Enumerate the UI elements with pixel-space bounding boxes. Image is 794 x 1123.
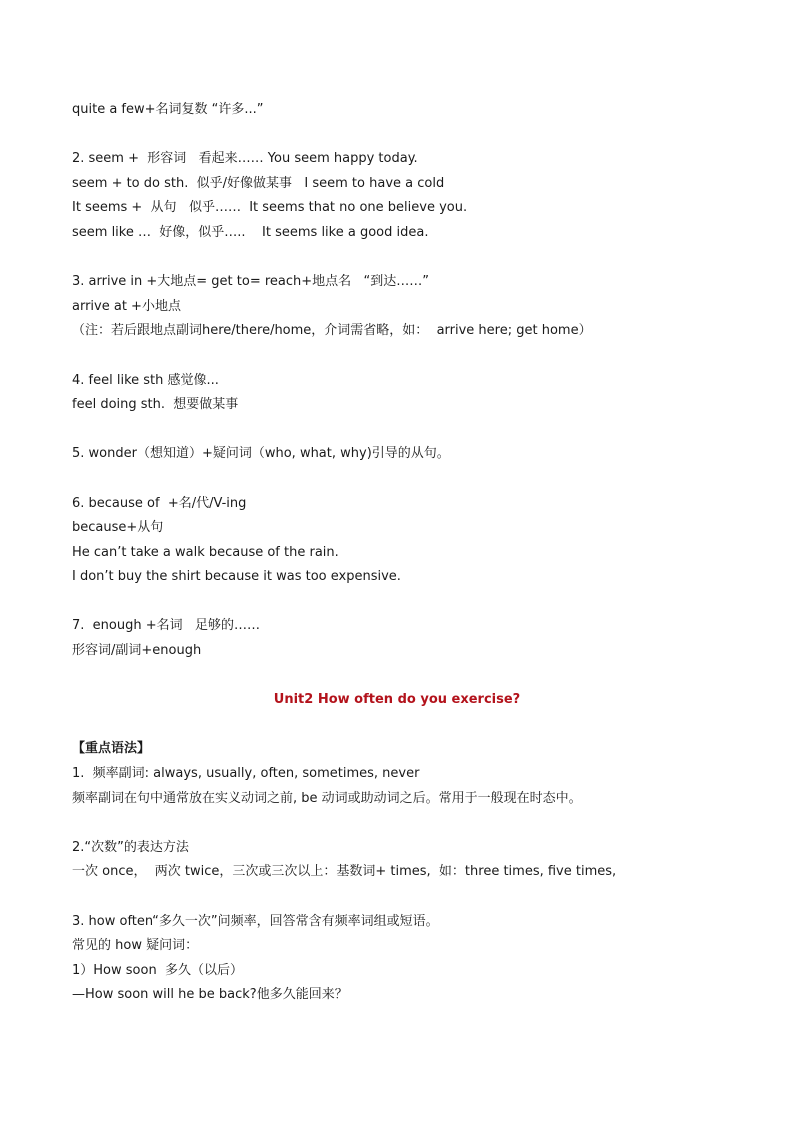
blank-line bbox=[72, 664, 732, 689]
blank-line bbox=[72, 123, 732, 148]
unit-title: Unit2 How often do you exercise? bbox=[273, 692, 521, 708]
blank-line bbox=[72, 246, 732, 271]
text-line: 7. enough +名词 足够的…… bbox=[72, 618, 261, 634]
document-body bbox=[72, 98, 732, 1008]
text-line: 4. feel like sth 感觉像... bbox=[72, 372, 219, 388]
text-line: feel doing sth. 想要做某事 bbox=[72, 397, 239, 413]
blank-line bbox=[72, 344, 732, 369]
blank-line bbox=[72, 418, 732, 443]
text-line: quite a few+名词复数 “许多...” bbox=[72, 102, 264, 117]
text-line: 3. arrive in +大地点= get to= reach+地点名 “到达……” bbox=[72, 274, 430, 290]
text-line: 1）How soon 多久（以后） bbox=[72, 962, 243, 978]
text-line: 3. how often“多久一次”问频率，回答常含有频率词组或短语。 bbox=[72, 913, 439, 929]
text-line: —How soon will he be back?他多久能回来？ bbox=[72, 987, 348, 1003]
text-line: 形容词/副词+enough bbox=[72, 643, 202, 659]
blank-line bbox=[72, 811, 732, 836]
text-line: 频率副词在句中通常放在实义动词之前, be 动词或助动词之后。常用于一般现在时态中。 bbox=[72, 790, 582, 806]
text-line: 5. wonder（想知道）+疑问词（who, what, why)引导的从句。 bbox=[72, 446, 450, 462]
text-line: 2.“次数”的表达方法 bbox=[72, 839, 189, 855]
text-line: seem + to do sth. 似乎/好像做某事 I seem to have a cold bbox=[72, 175, 445, 191]
blank-line bbox=[72, 590, 732, 615]
text-line: 一次 once， 两次 twice，三次或三次以上：基数词+ times, 如：three times, five times, bbox=[72, 864, 617, 880]
blank-line bbox=[72, 467, 732, 492]
text-line: 常见的 how 疑问词： bbox=[72, 938, 199, 954]
text-line: seem like … 好像，似乎….. It seems like a good idea. bbox=[72, 224, 429, 240]
text-line: （注：若后跟地点副词here/there/home，介词需省略，如： arrive here; get home） bbox=[72, 323, 592, 339]
text-line: It seems + 从句 似乎…… It seems that no one believe you. bbox=[72, 200, 468, 216]
section-heading: 【重点语法】 bbox=[72, 741, 151, 757]
text-line: because+从句 bbox=[72, 520, 164, 536]
text-line: I don’t buy the shirt because it was too expensive. bbox=[72, 569, 401, 585]
blank-line bbox=[72, 885, 732, 910]
blank-line bbox=[72, 713, 732, 738]
text-line: 6. because of +名/代/V-ing bbox=[72, 495, 247, 511]
text-line: He can’t take a walk because of the rain. bbox=[72, 544, 339, 560]
text-line: 1. 频率副词: always, usually, often, sometimes, never bbox=[72, 766, 420, 782]
text-line: arrive at +小地点 bbox=[72, 298, 181, 314]
text-line: 2. seem + 形容词 看起来…… You seem happy today. bbox=[72, 151, 418, 167]
